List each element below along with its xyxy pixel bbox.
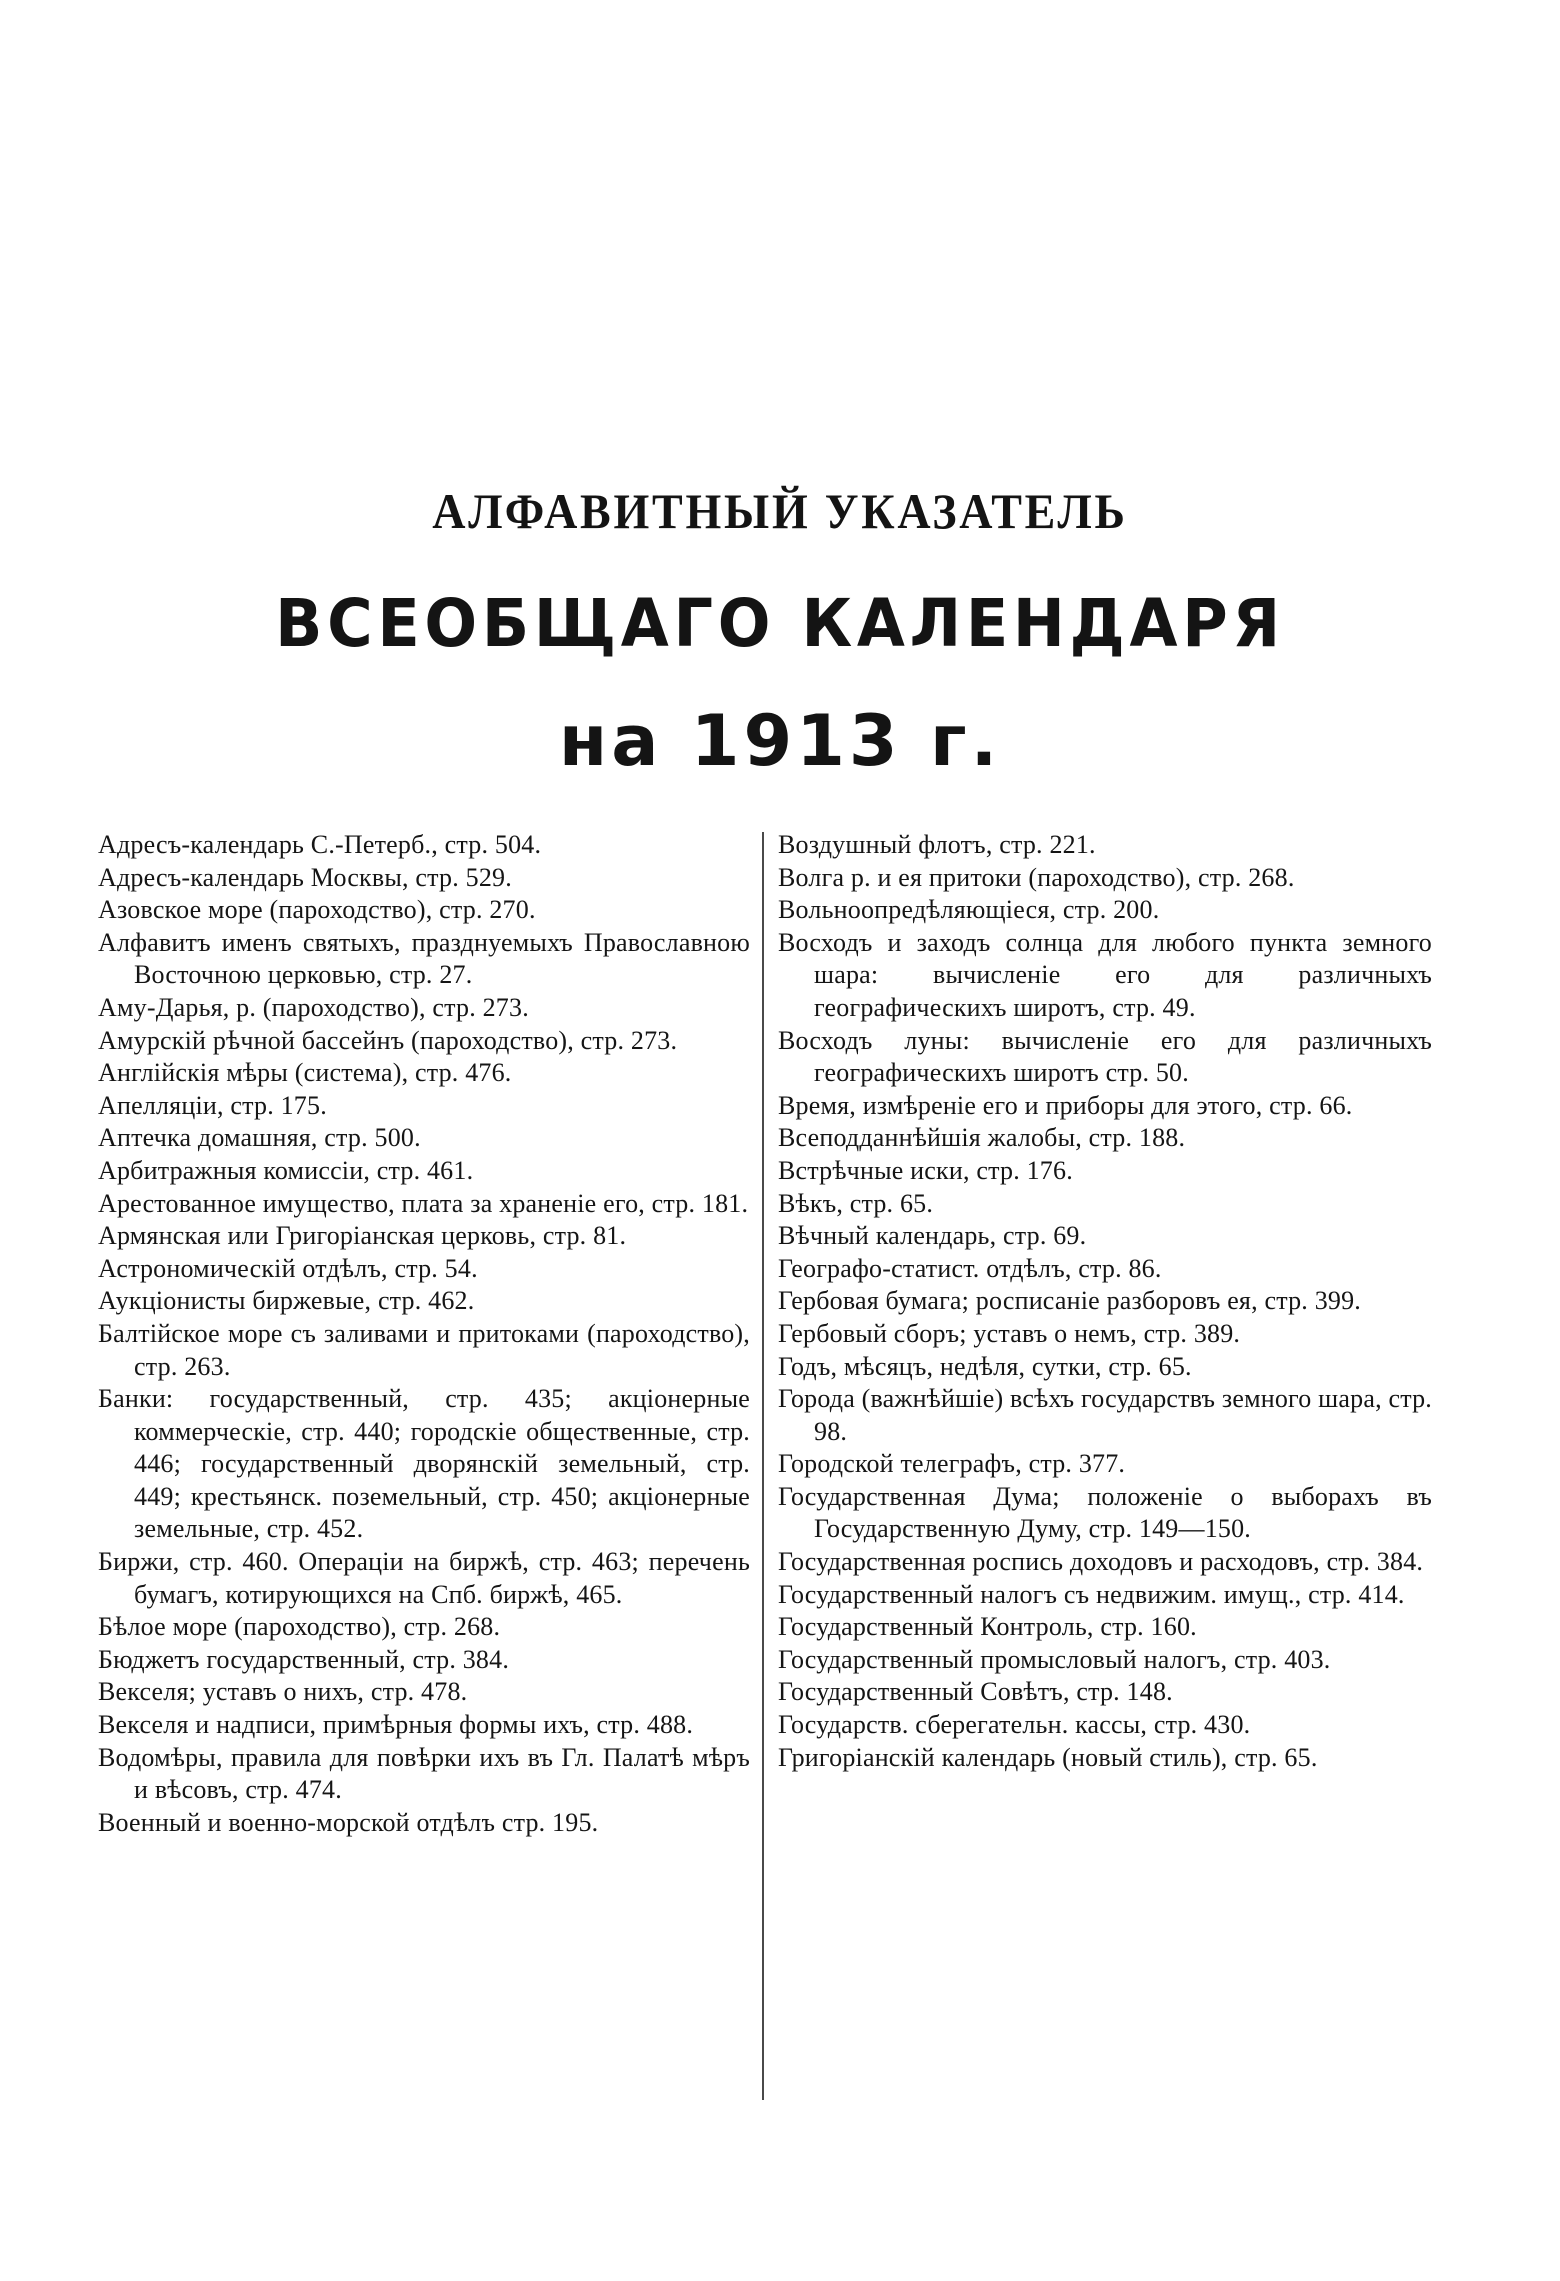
index-entry: Географо-статист. отдѣлъ, стр. 86.: [778, 1253, 1162, 1283]
index-entry: Аму-Дарья, р. (пароходство), стр. 273.: [98, 992, 529, 1022]
index-entry: Бюджетъ государственный, стр. 384.: [98, 1644, 510, 1674]
index-entry: Балтійское море съ заливами и притоками (пароходство), стр. 263.: [98, 1318, 750, 1381]
index-entry: Всеподданнѣйшія жалобы, стр. 188.: [778, 1123, 1186, 1153]
index-entry: Векселя; уставъ о нихъ, стр. 478.: [98, 1677, 468, 1707]
index-column-left: [98, 829, 750, 1839]
title-year: на 1913 г.: [558, 700, 1002, 782]
index-entry: Водомѣры, правила для повѣрки ихъ въ Гл. Палатѣ мѣръ и вѣсовъ, стр. 474.: [98, 1742, 750, 1805]
index-entry: Астрономическій отдѣлъ, стр. 54.: [98, 1253, 478, 1283]
index-entry: Апелляціи, стр. 175.: [98, 1090, 327, 1120]
index-entry: Арестованное имущество, плата за храненіе его, стр. 181.: [98, 1188, 749, 1218]
index-entry: Векселя и надписи, примѣрныя формы ихъ, стр. 488.: [98, 1710, 694, 1740]
index-entry: Годъ, мѣсяцъ, недѣля, сутки, стр. 65.: [778, 1351, 1192, 1381]
index-entry: Военный и военно-морской отдѣлъ стр. 195.: [98, 1807, 599, 1837]
index-entry: Городской телеграфъ, стр. 377.: [778, 1449, 1126, 1479]
index-entry: Бѣлое море (пароходство), стр. 268.: [98, 1612, 501, 1642]
title-index: АЛФАВИТНЫЙ УКАЗАТЕЛЬ: [432, 483, 1128, 539]
index-entry: Время, измѣреніе его и приборы для этого, стр. 66.: [778, 1090, 1353, 1120]
column-divider: [762, 832, 764, 2100]
index-entry: Амурскій рѣчной бассейнъ (пароходство), стр. 273.: [98, 1025, 678, 1055]
index-entry: Вольноопредѣляющіеся, стр. 200.: [778, 895, 1160, 925]
index-entry: Гербовый сборъ; уставъ о немъ, стр. 389.: [778, 1318, 1241, 1348]
index-entry: Биржи, стр. 460. Операціи на биржѣ, стр. 463; перечень бумагъ, котирующихся на Спб. биржѣ, 465.: [98, 1547, 750, 1609]
index-column-right: [778, 829, 1432, 1774]
index-entry: Алфавитъ именъ святыхъ, празднуемыхъ Православною Восточною церковью, стр. 27.: [98, 927, 750, 990]
index-entry: Аукціонисты биржевые, стр. 462.: [98, 1286, 475, 1316]
index-entry: Банки: государственный, стр. 435; акціонерные коммерческіе, стр. 440; городскіе общественные, стр. 446; государственный дворянскій земельный, стр. 449; крестьянск. поземельный, стр. 450; акціонерные земельные, стр. 452.: [98, 1384, 750, 1544]
index-entry: Гербовая бумага; росписаніе разборовъ ея, стр. 399.: [778, 1286, 1362, 1316]
index-entry: Государственный Контроль, стр. 160.: [778, 1612, 1197, 1642]
index-entry: Армянская или Григоріанская церковь, стр. 81.: [98, 1221, 627, 1251]
index-entry: Государств. сберегательн. кассы, стр. 430.: [778, 1710, 1251, 1740]
index-entry: Города (важнѣйшіе) всѣхъ государствъ земного шара, стр. 98.: [778, 1384, 1432, 1446]
index-entry: Англійскія мѣры (система), стр. 476.: [98, 1058, 512, 1088]
index-entry: Вѣкъ, стр. 65.: [778, 1188, 934, 1218]
index-entry: Восходъ луны: вычисленіе его для различныхъ географическихъ широтъ стр. 50.: [778, 1025, 1432, 1088]
index-entry: Аптечка домашняя, стр. 500.: [98, 1123, 421, 1153]
index-entry: Азовское море (пароходство), стр. 270.: [98, 895, 536, 925]
index-entry: Волга р. и ея притоки (пароходство), стр. 268.: [778, 862, 1295, 892]
index-entry: Встрѣчные иски, стр. 176.: [778, 1155, 1073, 1185]
index-entry: Вѣчный календарь, стр. 69.: [778, 1221, 1087, 1251]
index-entry: Адресъ-календарь Москвы, стр. 529.: [98, 862, 512, 892]
index-entry: Григоріанскій календарь (новый стиль), стр. 65.: [778, 1742, 1318, 1772]
index-entry: Адресъ-календарь С.-Петерб., стр. 504.: [98, 830, 542, 859]
index-entry: Арбитражныя комиссіи, стр. 461.: [98, 1155, 474, 1185]
index-entry: Государственная роспись доходовъ и расходовъ, стр. 384.: [778, 1547, 1424, 1577]
index-entry: Государственный Совѣтъ, стр. 148.: [778, 1677, 1173, 1707]
index-entry: Государственная Дума; положеніе о выборахъ въ Государственную Думу, стр. 149—150.: [778, 1481, 1432, 1544]
index-entry: Государственный налогъ съ недвижим. имущ., стр. 414.: [778, 1579, 1405, 1609]
index-entry: Воздушный флотъ, стр. 221.: [778, 830, 1096, 859]
index-entry: Государственный промысловый налогъ, стр. 403.: [778, 1644, 1331, 1674]
title-calendar: ВСЕОБЩАГО КАЛЕНДАРЯ: [275, 585, 1285, 662]
index-entry: Восходъ и заходъ солнца для любого пункта земного шара: вычисленіе его для различныхъ географическихъ широтъ, стр. 49.: [778, 927, 1432, 1022]
